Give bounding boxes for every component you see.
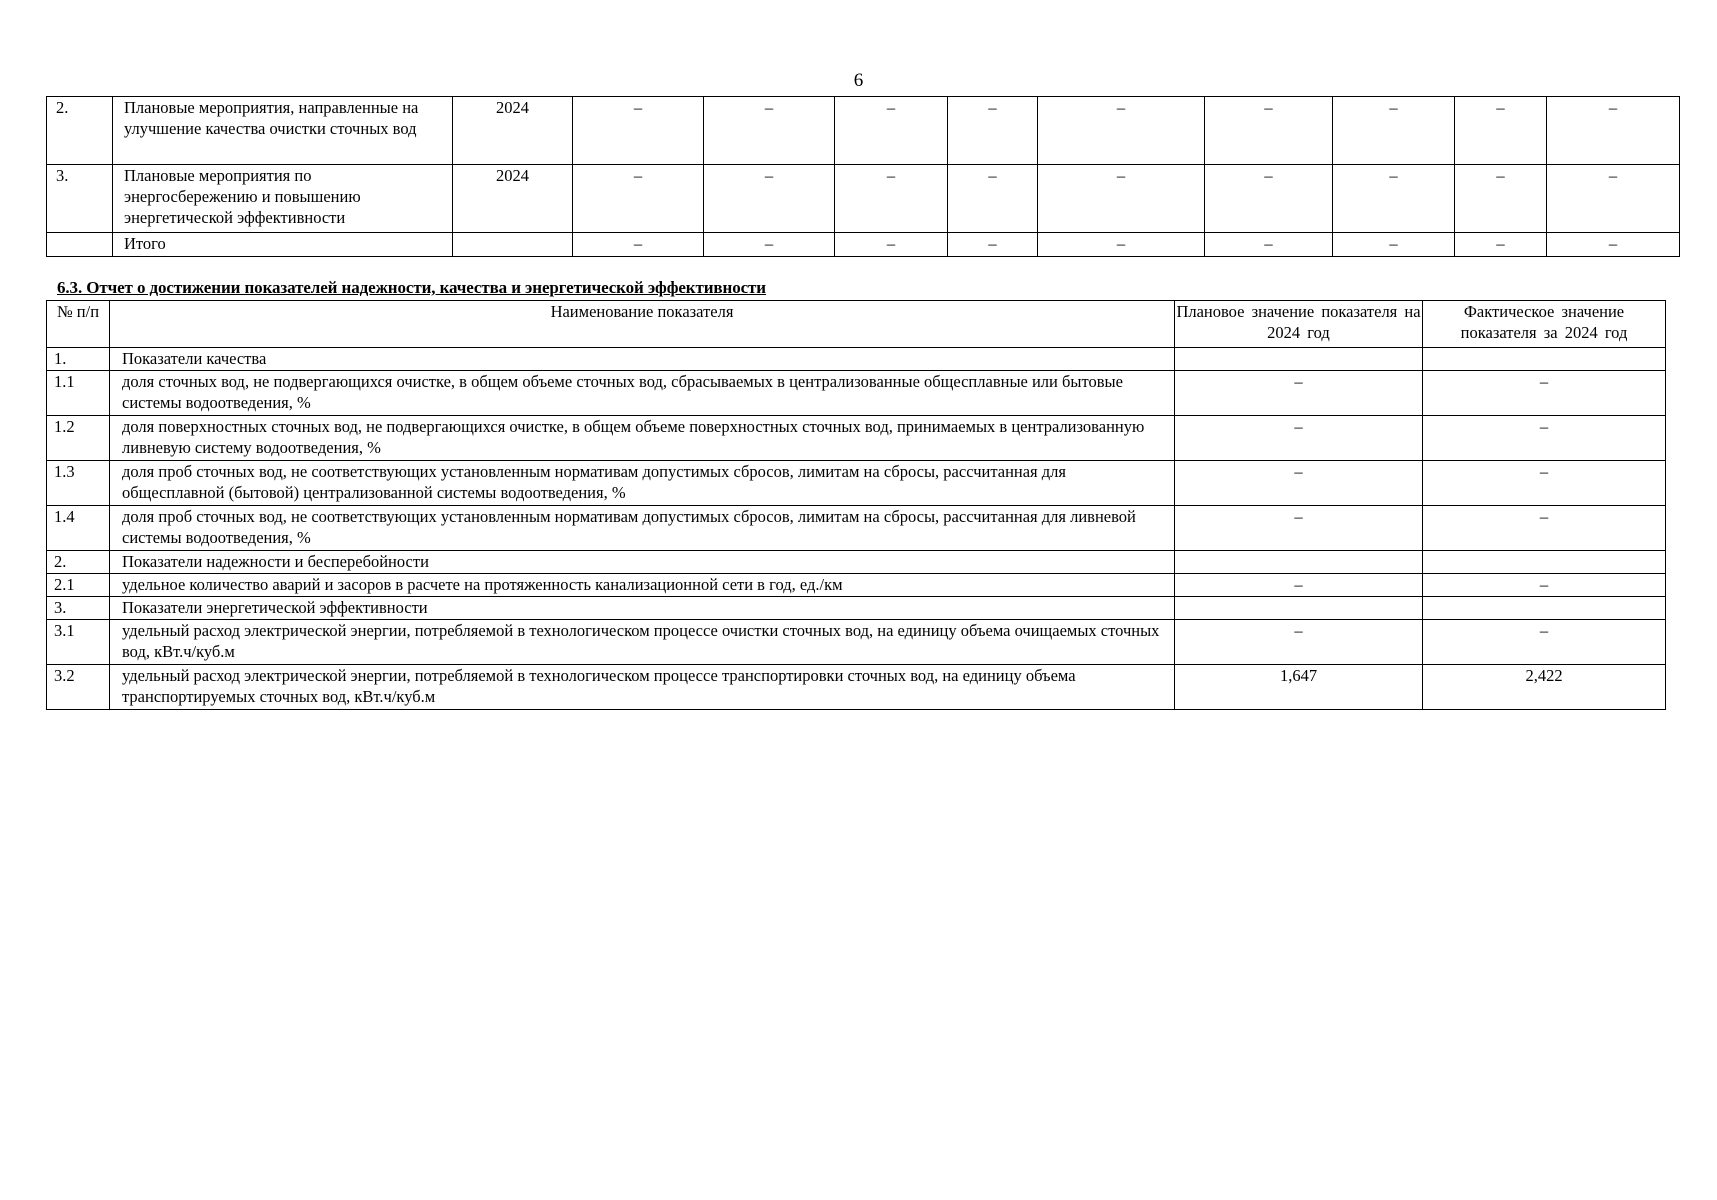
- row-year: 2024: [453, 97, 573, 165]
- row-cell: –: [835, 233, 948, 257]
- row-cell: –: [1205, 97, 1333, 165]
- row-num: 2.: [47, 551, 110, 574]
- row-num: 3.1: [47, 620, 110, 665]
- row-cell: –: [1333, 233, 1455, 257]
- row-plan-value: –: [1175, 574, 1423, 597]
- table-row: [47, 348, 1666, 371]
- row-name: Плановые мероприятия, направленные на улучшение качества очистки сточных вод: [113, 97, 453, 165]
- row-plan-value: [1175, 597, 1423, 620]
- row-cell: –: [1547, 97, 1680, 165]
- table-row: [47, 371, 1666, 416]
- row-cell: –: [704, 97, 835, 165]
- row-cell: –: [1038, 165, 1205, 233]
- page-number: 6: [853, 70, 864, 91]
- row-fact-value: –: [1423, 506, 1666, 551]
- table-row: [47, 597, 1666, 620]
- table-row: [47, 574, 1666, 597]
- row-cell: –: [1547, 233, 1680, 257]
- row-fact-value: [1423, 348, 1666, 371]
- row-cell: –: [948, 97, 1038, 165]
- row-name: удельный расход электрической энергии, потребляемой в технологическом процессе очистки сточных вод, на единицу объема очищаемых сточных вод, кВт.ч/куб.м: [110, 620, 1175, 665]
- row-fact-value: –: [1423, 461, 1666, 506]
- row-fact-value: [1423, 597, 1666, 620]
- row-name: Плановые мероприятия по энергосбережению и повышению энергетической эффективности: [113, 165, 453, 233]
- row-num: 1.4: [47, 506, 110, 551]
- table-row: [47, 97, 1680, 165]
- row-num: 2.1: [47, 574, 110, 597]
- row-plan-value: 1,647: [1175, 665, 1423, 710]
- row-name: доля сточных вод, не подвергающихся очистке, в общем объеме сточных вод, сбрасываемых в централизованные общесплавные или бытовые системы водоотведения, %: [110, 371, 1175, 416]
- row-cell: –: [1547, 165, 1680, 233]
- table-header-row: [47, 301, 1666, 348]
- row-cell: –: [835, 97, 948, 165]
- row-num: [47, 233, 113, 257]
- row-num: 3.: [47, 165, 113, 233]
- row-cell: –: [704, 233, 835, 257]
- row-cell: –: [573, 97, 704, 165]
- row-num: 2.: [47, 97, 113, 165]
- row-plan-value: –: [1175, 461, 1423, 506]
- table-row: [47, 506, 1666, 551]
- row-cell: –: [573, 165, 704, 233]
- row-plan-value: [1175, 551, 1423, 574]
- row-plan-value: –: [1175, 506, 1423, 551]
- table-row: [47, 461, 1666, 506]
- row-fact-value: –: [1423, 371, 1666, 416]
- row-cell: –: [1455, 233, 1547, 257]
- row-name: удельное количество аварий и засоров в расчете на протяженность канализационной сети в год, ед./км: [110, 574, 1175, 597]
- row-plan-value: –: [1175, 371, 1423, 416]
- header-plan: Плановое значение показателя на 2024 год: [1175, 301, 1423, 348]
- header-name: Наименование показателя: [110, 301, 1175, 348]
- row-num: 1.3: [47, 461, 110, 506]
- row-year: 2024: [453, 165, 573, 233]
- row-fact-value: 2,422: [1423, 665, 1666, 710]
- row-num: 1.: [47, 348, 110, 371]
- table-row: [47, 665, 1666, 710]
- row-name: Показатели качества: [110, 348, 1175, 371]
- row-num: 3.: [47, 597, 110, 620]
- row-plan-value: –: [1175, 416, 1423, 461]
- row-name: удельный расход электрической энергии, потребляемой в технологическом процессе транспортировки сточных вод, на единицу объема транспортируемых сточных вод, кВт.ч/куб.м: [110, 665, 1175, 710]
- row-name: доля проб сточных вод, не соответствующих установленным нормативам допустимых сбросов, лимитам на сбросы, рассчитанная для общесплавной (бытовой) централизованной системы водоотведения, %: [110, 461, 1175, 506]
- row-cell: –: [835, 165, 948, 233]
- header-fact: Фактическое значение показателя за 2024 год: [1423, 301, 1666, 348]
- row-plan-value: [1175, 348, 1423, 371]
- table-row: [47, 551, 1666, 574]
- row-num: 1.2: [47, 416, 110, 461]
- indicators-table: [46, 300, 1666, 710]
- plan-measures-table: [46, 96, 1680, 257]
- row-fact-value: –: [1423, 416, 1666, 461]
- row-cell: –: [1333, 165, 1455, 233]
- row-name: доля поверхностных сточных вод, не подвергающихся очистке, в общем объеме поверхностных сточных вод, принимаемых в централизованную ливневую систему водоотведения, %: [110, 416, 1175, 461]
- table-row: [47, 233, 1680, 257]
- section-title: 6.3. Отчет о достижении показателей надежности, качества и энергетической эффективности: [57, 278, 767, 297]
- row-name: Показатели энергетической эффективности: [110, 597, 1175, 620]
- table-row: [47, 416, 1666, 461]
- row-cell: –: [1333, 97, 1455, 165]
- table-row: [47, 620, 1666, 665]
- row-cell: –: [1038, 233, 1205, 257]
- row-fact-value: –: [1423, 620, 1666, 665]
- row-cell: –: [1455, 97, 1547, 165]
- row-cell: –: [948, 165, 1038, 233]
- header-num: № п/п: [47, 301, 110, 348]
- row-num: 3.2: [47, 665, 110, 710]
- row-fact-value: [1423, 551, 1666, 574]
- row-name: Показатели надежности и бесперебойности: [110, 551, 1175, 574]
- row-cell: –: [573, 233, 704, 257]
- row-num: 1.1: [47, 371, 110, 416]
- row-fact-value: –: [1423, 574, 1666, 597]
- table-row: [47, 165, 1680, 233]
- row-year: [453, 233, 573, 257]
- row-name: доля проб сточных вод, не соответствующих установленным нормативам допустимых сбросов, лимитам на сбросы, рассчитанная для ливневой системы водоотведения, %: [110, 506, 1175, 551]
- row-cell: –: [1038, 97, 1205, 165]
- row-name: Итого: [113, 233, 453, 257]
- row-cell: –: [948, 233, 1038, 257]
- row-cell: –: [704, 165, 835, 233]
- row-cell: –: [1205, 233, 1333, 257]
- row-cell: –: [1205, 165, 1333, 233]
- row-cell: –: [1455, 165, 1547, 233]
- row-plan-value: –: [1175, 620, 1423, 665]
